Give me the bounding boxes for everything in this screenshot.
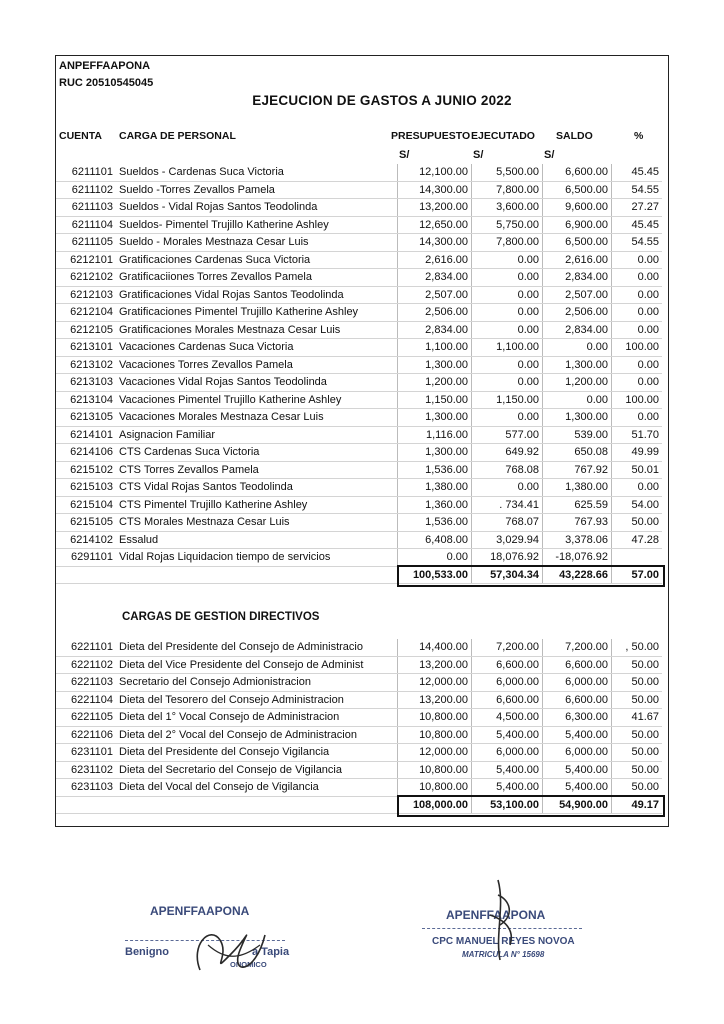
executed-value: 0.00 — [472, 269, 543, 287]
account-description: Dieta del Presidente del Consejo de Administracio — [115, 639, 398, 656]
col-presupuesto: PRESUPUESTO — [391, 130, 471, 142]
executed-value: 6,000.00 — [472, 674, 543, 692]
account-code: 6231103 — [56, 779, 115, 797]
total-balance: 54,900.00 — [543, 796, 612, 814]
right-stamp-matricula: MATRICULA N° 15698 — [462, 950, 545, 959]
right-stamp-org: APENFFAAPONA — [446, 908, 546, 922]
executed-value: 6,600.00 — [472, 691, 543, 709]
balance-value: 2,834.00 — [543, 269, 612, 287]
percent-value: 0.00 — [612, 321, 663, 339]
budget-value: 2,616.00 — [398, 251, 472, 269]
balance-value: 6,600.00 — [543, 164, 612, 181]
total-blank — [56, 796, 115, 814]
col-cuenta: CUENTA — [59, 130, 102, 142]
budget-value: 10,800.00 — [398, 709, 472, 727]
percent-value: 0.00 — [612, 409, 663, 427]
total-percent: 57.00 — [612, 566, 663, 584]
account-description: Sueldo - Morales Mestnaza Cesar Luis — [115, 234, 398, 252]
table-row — [56, 691, 662, 709]
account-description: Dieta del Tesorero del Consejo Administracion — [115, 691, 398, 709]
expense-report-sheet — [55, 55, 669, 827]
table-row — [56, 779, 662, 797]
budget-value: 12,000.00 — [398, 674, 472, 692]
balance-value: 2,506.00 — [543, 304, 612, 322]
total-blank — [56, 566, 115, 584]
percent-value: 45.45 — [612, 164, 663, 181]
account-code: 6221105 — [56, 709, 115, 727]
account-code: 6213104 — [56, 391, 115, 409]
account-code: 6214106 — [56, 444, 115, 462]
budget-value: 13,200.00 — [398, 656, 472, 674]
account-description: CTS Torres Zevallos Pamela — [115, 461, 398, 479]
account-description: Vacaciones Torres Zevallos Pamela — [115, 356, 398, 374]
account-code: 6221102 — [56, 656, 115, 674]
budget-value: 1,360.00 — [398, 496, 472, 514]
executed-value: 5,400.00 — [472, 726, 543, 744]
table-row — [56, 479, 662, 497]
account-code: 6214101 — [56, 426, 115, 444]
ruc-number: RUC 20510545045 — [59, 77, 154, 89]
total-budget: 108,000.00 — [398, 796, 472, 814]
executed-value: 0.00 — [472, 356, 543, 374]
percent-value: 47.28 — [612, 531, 663, 549]
percent-value: 41.67 — [612, 709, 663, 727]
personal-table — [56, 164, 662, 584]
executed-value: 3,029.94 — [472, 531, 543, 549]
table-row — [56, 164, 662, 181]
account-description: Sueldos- Pimentel Trujillo Katherine Ashley — [115, 216, 398, 234]
budget-value: 2,507.00 — [398, 286, 472, 304]
account-code: 6231102 — [56, 761, 115, 779]
percent-value: 0.00 — [612, 269, 663, 287]
balance-value: 6,900.00 — [543, 216, 612, 234]
balance-value: 625.59 — [543, 496, 612, 514]
section-directivos-title: CARGAS DE GESTION DIRECTIVOS — [122, 611, 320, 623]
left-stamp-role: ONOMICO — [230, 960, 267, 969]
percent-value: 54.55 — [612, 234, 663, 252]
percent-value: 0.00 — [612, 251, 663, 269]
account-description: Gratificaciones Cardenas Suca Victoria — [115, 251, 398, 269]
account-description: Dieta del Vocal del Consejo de Vigilancia — [115, 779, 398, 797]
percent-value: 54.55 — [612, 181, 663, 199]
executed-value: 7,200.00 — [472, 639, 543, 656]
executed-value: 7,800.00 — [472, 181, 543, 199]
percent-value: 0.00 — [612, 304, 663, 322]
account-description: CTS Morales Mestnaza Cesar Luis — [115, 514, 398, 532]
left-stamp-org: APENFFAAPONA — [150, 904, 250, 918]
account-description: Vacaciones Pimentel Trujillo Katherine Ashley — [115, 391, 398, 409]
account-code: 6212101 — [56, 251, 115, 269]
account-description: Gratificaciiones Torres Zevallos Pamela — [115, 269, 398, 287]
balance-value: 6,600.00 — [543, 691, 612, 709]
table-row — [56, 304, 662, 322]
table-row — [56, 409, 662, 427]
balance-value: 6,500.00 — [543, 234, 612, 252]
table-row — [56, 356, 662, 374]
account-description: Gratificaciones Vidal Rojas Santos Teodolinda — [115, 286, 398, 304]
percent-value: 0.00 — [612, 374, 663, 392]
account-description: Vidal Rojas Liquidacion tiempo de servicios — [115, 549, 398, 567]
budget-value: 1,380.00 — [398, 479, 472, 497]
balance-value: 1,300.00 — [543, 409, 612, 427]
left-stamp-name2: a Tapia — [252, 946, 290, 958]
budget-value: 14,300.00 — [398, 234, 472, 252]
budget-value: 13,200.00 — [398, 691, 472, 709]
executed-value: 1,100.00 — [472, 339, 543, 357]
table-row — [56, 744, 662, 762]
table-row — [56, 269, 662, 287]
budget-value: 2,834.00 — [398, 269, 472, 287]
percent-value: 100.00 — [612, 391, 663, 409]
budget-value: 14,400.00 — [398, 639, 472, 656]
table-row — [56, 339, 662, 357]
percent-value: 50.00 — [612, 726, 663, 744]
account-description: CTS Pimentel Trujillo Katherine Ashley — [115, 496, 398, 514]
account-code: 6211102 — [56, 181, 115, 199]
account-description: CTS Cardenas Suca Victoria — [115, 444, 398, 462]
budget-value: 1,200.00 — [398, 374, 472, 392]
budget-value: 1,100.00 — [398, 339, 472, 357]
directivos-total-box — [397, 795, 666, 817]
table-row — [56, 199, 662, 217]
balance-value: 2,507.00 — [543, 286, 612, 304]
col-saldo: SALDO — [556, 130, 593, 142]
total-blank — [115, 796, 398, 814]
balance-value: 6,500.00 — [543, 181, 612, 199]
balance-value: 0.00 — [543, 391, 612, 409]
executed-value: 5,400.00 — [472, 761, 543, 779]
total-executed: 57,304.34 — [472, 566, 543, 584]
budget-value: 2,506.00 — [398, 304, 472, 322]
balance-value: 5,400.00 — [543, 779, 612, 797]
executed-value: 0.00 — [472, 409, 543, 427]
balance-value: 3,378.06 — [543, 531, 612, 549]
balance-value: 9,600.00 — [543, 199, 612, 217]
budget-value: 10,800.00 — [398, 761, 472, 779]
table-row — [56, 726, 662, 744]
executed-value: 0.00 — [472, 304, 543, 322]
balance-value: 5,400.00 — [543, 726, 612, 744]
left-signature — [180, 915, 270, 985]
percent-value: 50.00 — [612, 691, 663, 709]
table-row — [56, 426, 662, 444]
table-row — [56, 286, 662, 304]
account-description: Dieta del 2° Vocal del Consejo de Administracion — [115, 726, 398, 744]
executed-value: 768.07 — [472, 514, 543, 532]
account-description: CTS Vidal Rojas Santos Teodolinda — [115, 479, 398, 497]
account-description: Sueldos - Cardenas Suca Victoria — [115, 164, 398, 181]
executed-value: 5,500.00 — [472, 164, 543, 181]
account-description: Gratificaciones Morales Mestnaza Cesar Luis — [115, 321, 398, 339]
percent-value: 49.99 — [612, 444, 663, 462]
account-code: 6211101 — [56, 164, 115, 181]
col-carga: CARGA DE PERSONAL — [119, 130, 236, 142]
balance-value: 539.00 — [543, 426, 612, 444]
right-stamp-name: CPC MANUEL REYES NOVOA — [432, 936, 575, 947]
account-code: 6291101 — [56, 549, 115, 567]
account-description: Asignacion Familiar — [115, 426, 398, 444]
directivos-table — [56, 639, 662, 814]
table-row — [56, 374, 662, 392]
table-row — [56, 674, 662, 692]
balance-value: 1,380.00 — [543, 479, 612, 497]
balance-value: 7,200.00 — [543, 639, 612, 656]
table-row — [56, 234, 662, 252]
percent-value: 54.00 — [612, 496, 663, 514]
executed-value: 0.00 — [472, 286, 543, 304]
table-row — [56, 391, 662, 409]
account-code: 6213101 — [56, 339, 115, 357]
balance-value: 6,600.00 — [543, 656, 612, 674]
currency-ejecutado: S/ — [473, 149, 484, 161]
budget-value: 2,834.00 — [398, 321, 472, 339]
balance-value: 6,000.00 — [543, 744, 612, 762]
budget-value: 1,150.00 — [398, 391, 472, 409]
executed-value: 6,600.00 — [472, 656, 543, 674]
account-description: Gratificaciones Pimentel Trujillo Katherine Ashley — [115, 304, 398, 322]
balance-value: 6,300.00 — [543, 709, 612, 727]
percent-value: 50.00 — [612, 674, 663, 692]
balance-value: 1,200.00 — [543, 374, 612, 392]
executed-value: 0.00 — [472, 479, 543, 497]
table-row — [56, 216, 662, 234]
total-percent: 49.17 — [612, 796, 663, 814]
table-row — [56, 639, 662, 656]
executed-value: 0.00 — [472, 251, 543, 269]
percent-value: 50.01 — [612, 461, 663, 479]
percent-value — [612, 549, 663, 567]
budget-value: 14,300.00 — [398, 181, 472, 199]
left-stamp-name: Benigno — [125, 946, 169, 958]
percent-value: 50.00 — [612, 514, 663, 532]
total-blank — [115, 566, 398, 584]
account-code: 6214102 — [56, 531, 115, 549]
account-code: 6211103 — [56, 199, 115, 217]
personal-total-box — [397, 565, 666, 587]
executed-value: 577.00 — [472, 426, 543, 444]
account-description: Essalud — [115, 531, 398, 549]
budget-value: 12,000.00 — [398, 744, 472, 762]
account-description: Sueldo -Torres Zevallos Pamela — [115, 181, 398, 199]
budget-value: 10,800.00 — [398, 779, 472, 797]
executed-value: 4,500.00 — [472, 709, 543, 727]
total-balance: 43,228.66 — [543, 566, 612, 584]
percent-value: 45.45 — [612, 216, 663, 234]
total-budget: 100,533.00 — [398, 566, 472, 584]
budget-value: 1,116.00 — [398, 426, 472, 444]
balance-value: 2,834.00 — [543, 321, 612, 339]
table-row — [56, 531, 662, 549]
account-code: 6212102 — [56, 269, 115, 287]
percent-value: 50.00 — [612, 761, 663, 779]
percent-value: 0.00 — [612, 286, 663, 304]
account-code: 6213103 — [56, 374, 115, 392]
account-description: Dieta del Vice Presidente del Consejo de Administ — [115, 656, 398, 674]
total-executed: 53,100.00 — [472, 796, 543, 814]
table-row — [56, 461, 662, 479]
executed-value: 0.00 — [472, 374, 543, 392]
budget-value: 10,800.00 — [398, 726, 472, 744]
table-row — [56, 514, 662, 532]
budget-value: 1,536.00 — [398, 461, 472, 479]
org-name: ANPEFFAAPONA — [59, 60, 151, 72]
account-code: 6215102 — [56, 461, 115, 479]
account-code: 6221104 — [56, 691, 115, 709]
currency-presupuesto: S/ — [399, 149, 410, 161]
account-code: 6211104 — [56, 216, 115, 234]
balance-value: 650.08 — [543, 444, 612, 462]
account-code: 6215103 — [56, 479, 115, 497]
account-description: Dieta del Presidente del Consejo Vigilancia — [115, 744, 398, 762]
account-code: 6213102 — [56, 356, 115, 374]
budget-value: 1,300.00 — [398, 356, 472, 374]
table-row — [56, 251, 662, 269]
account-code: 6215104 — [56, 496, 115, 514]
report-title: EJECUCION DE GASTOS A JUNIO 2022 — [252, 93, 512, 108]
col-ejecutado: EJECUTADO — [471, 130, 535, 142]
table-row — [56, 321, 662, 339]
executed-value: 5,400.00 — [472, 779, 543, 797]
executed-value: 6,000.00 — [472, 744, 543, 762]
account-code: 6212105 — [56, 321, 115, 339]
balance-value: 2,616.00 — [543, 251, 612, 269]
table-row — [56, 656, 662, 674]
budget-value: 1,300.00 — [398, 444, 472, 462]
percent-value: 27.27 — [612, 199, 663, 217]
right-signature — [470, 875, 530, 965]
account-description: Sueldos - Vidal Rojas Santos Teodolinda — [115, 199, 398, 217]
account-code: 6211105 — [56, 234, 115, 252]
account-code: 6221101 — [56, 639, 115, 656]
account-description: Dieta del Secretario del Consejo de Vigilancia — [115, 761, 398, 779]
percent-value: 100.00 — [612, 339, 663, 357]
table-row — [56, 549, 662, 567]
account-description: Vacaciones Vidal Rojas Santos Teodolinda — [115, 374, 398, 392]
table-row — [56, 761, 662, 779]
budget-value: 12,100.00 — [398, 164, 472, 181]
budget-value: 12,650.00 — [398, 216, 472, 234]
account-code: 6231101 — [56, 744, 115, 762]
table-row — [56, 709, 662, 727]
account-description: Vacaciones Morales Mestnaza Cesar Luis — [115, 409, 398, 427]
balance-value: 5,400.00 — [543, 761, 612, 779]
executed-value: 18,076.92 — [472, 549, 543, 567]
table-row — [56, 496, 662, 514]
budget-value: 1,536.00 — [398, 514, 472, 532]
account-code: 6221103 — [56, 674, 115, 692]
percent-value: 51.70 — [612, 426, 663, 444]
table-row — [56, 181, 662, 199]
account-code: 6221106 — [56, 726, 115, 744]
balance-value: 0.00 — [543, 339, 612, 357]
executed-value: 768.08 — [472, 461, 543, 479]
percent-value: 0.00 — [612, 479, 663, 497]
executed-value: 0.00 — [472, 321, 543, 339]
currency-saldo: S/ — [544, 149, 555, 161]
executed-value: 5,750.00 — [472, 216, 543, 234]
balance-value: -18,076.92 — [543, 549, 612, 567]
executed-value: . 734.41 — [472, 496, 543, 514]
percent-value: 50.00 — [612, 744, 663, 762]
account-code: 6213105 — [56, 409, 115, 427]
percent-value: 50.00 — [612, 656, 663, 674]
budget-value: 1,300.00 — [398, 409, 472, 427]
budget-value: 13,200.00 — [398, 199, 472, 217]
account-description: Secretario del Consejo Admionistracion — [115, 674, 398, 692]
balance-value: 6,000.00 — [543, 674, 612, 692]
balance-value: 767.92 — [543, 461, 612, 479]
executed-value: 3,600.00 — [472, 199, 543, 217]
col-pct: % — [634, 130, 644, 142]
executed-value: 649.92 — [472, 444, 543, 462]
account-code: 6215105 — [56, 514, 115, 532]
percent-value: 50.00 — [612, 779, 663, 797]
account-code: 6212104 — [56, 304, 115, 322]
percent-value: , 50.00 — [612, 639, 663, 656]
percent-value: 0.00 — [612, 356, 663, 374]
budget-value: 0.00 — [398, 549, 472, 567]
account-code: 6212103 — [56, 286, 115, 304]
executed-value: 1,150.00 — [472, 391, 543, 409]
executed-value: 7,800.00 — [472, 234, 543, 252]
balance-value: 1,300.00 — [543, 356, 612, 374]
table-row — [56, 444, 662, 462]
account-description: Vacaciones Cardenas Suca Victoria — [115, 339, 398, 357]
balance-value: 767.93 — [543, 514, 612, 532]
budget-value: 6,408.00 — [398, 531, 472, 549]
account-description: Dieta del 1° Vocal Consejo de Administracion — [115, 709, 398, 727]
